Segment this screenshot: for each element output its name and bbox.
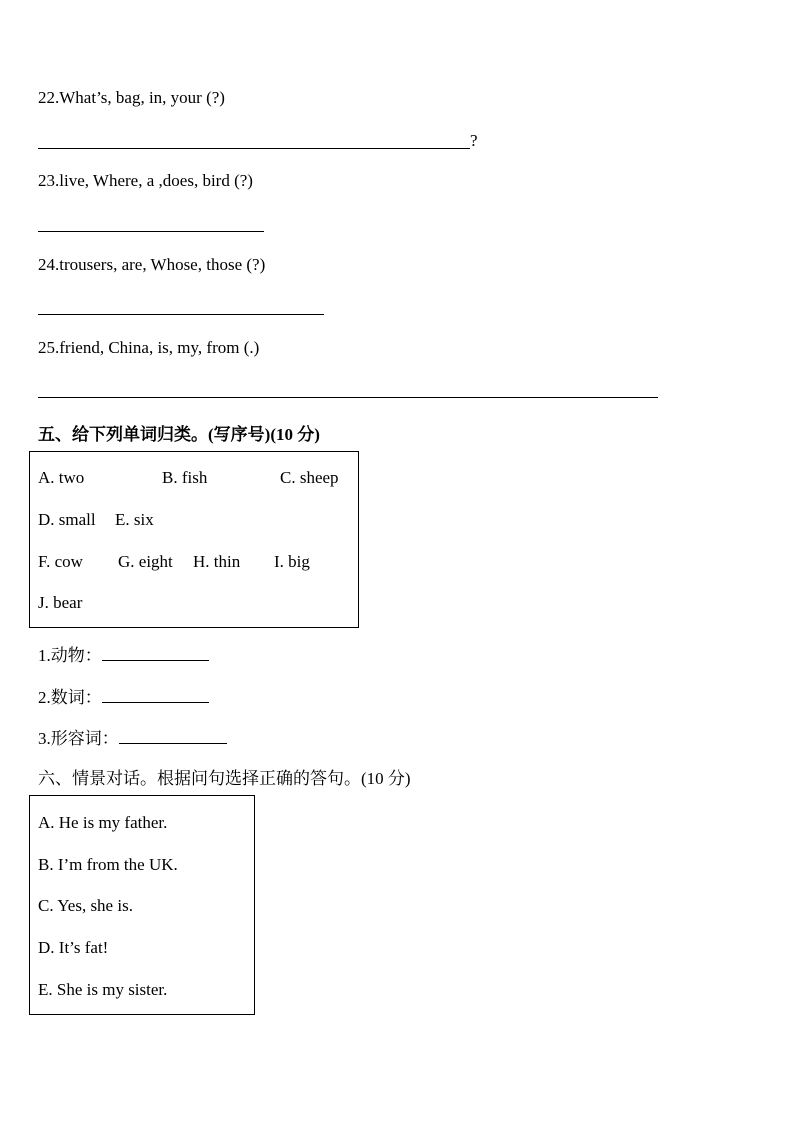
answer-option-e: E. She is my sister. bbox=[38, 980, 168, 999]
question-23: 23.live, Where, a ,does, bird (?) bbox=[38, 171, 253, 190]
answer-line-22[interactable] bbox=[38, 148, 470, 149]
word-option-d: D. small bbox=[38, 510, 96, 529]
section-6-title: 六、情景对话。根据问句选择正确的答句。(10 分) bbox=[38, 769, 411, 788]
word-option-h: H. thin bbox=[193, 552, 241, 571]
word-option-i: I. big bbox=[274, 552, 310, 571]
word-option-c: C. sheep bbox=[280, 468, 339, 487]
answer-option-b: B. I’m from the UK. bbox=[38, 855, 178, 874]
category-animals-blank[interactable] bbox=[102, 643, 209, 661]
category-numbers-blank[interactable] bbox=[102, 685, 209, 703]
category-adjectives-blank[interactable] bbox=[119, 726, 227, 744]
question-24: 24.trousers, are, Whose, those (?) bbox=[38, 255, 266, 274]
category-animals-label: 1.动物： bbox=[38, 646, 102, 665]
category-adjectives bbox=[38, 724, 227, 749]
category-numbers-label: 2.数词： bbox=[38, 688, 102, 707]
category-adjectives-label: 3.形容词： bbox=[38, 729, 119, 748]
section-5-title: 五、给下列单词归类。(写序号)(10 分) bbox=[38, 425, 320, 444]
word-option-j: J. bear bbox=[38, 593, 83, 612]
answer-line-24[interactable] bbox=[38, 314, 324, 315]
answer-line-25[interactable] bbox=[38, 397, 658, 398]
answer-option-a: A. He is my father. bbox=[38, 813, 168, 832]
answer-option-d: D. It’s fat! bbox=[38, 938, 109, 957]
answer-end-mark-22: ? bbox=[470, 131, 478, 150]
word-option-f: F. cow bbox=[38, 552, 83, 571]
answer-line-23[interactable] bbox=[38, 231, 264, 232]
word-option-g: G. eight bbox=[118, 552, 173, 571]
category-numbers bbox=[38, 683, 209, 708]
question-25: 25.friend, China, is, my, from (.) bbox=[38, 338, 260, 357]
word-option-e: E. six bbox=[115, 510, 154, 529]
answer-option-c: C. Yes, she is. bbox=[38, 896, 133, 915]
word-option-b: B. fish bbox=[162, 468, 208, 487]
question-22: 22.What’s, bag, in, your (?) bbox=[38, 88, 225, 107]
word-option-a: A. two bbox=[38, 468, 85, 487]
category-animals bbox=[38, 641, 209, 666]
